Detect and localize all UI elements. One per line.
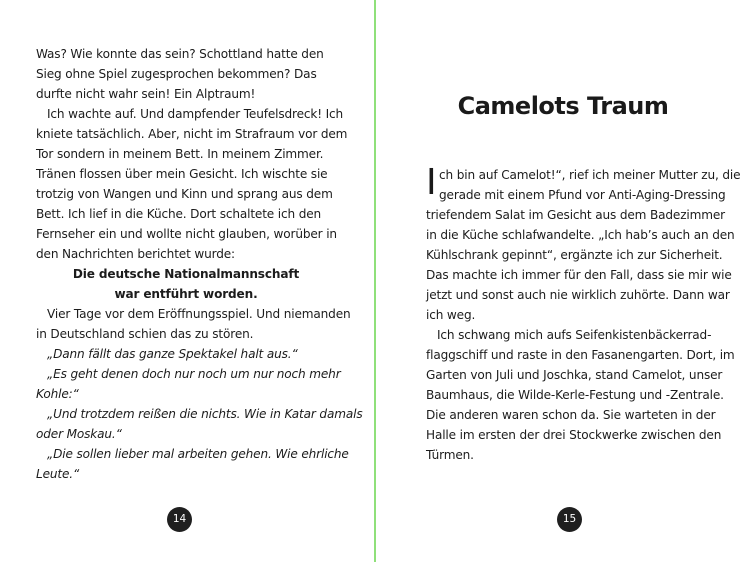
text-line: Tränen flossen über mein Gesicht. Ich wischte sie [36,167,328,181]
text-line: Das machte ich immer für den Fall, dass sie mir wie [426,268,732,282]
quote-line: Leute.“ [36,467,80,481]
text-line: Kühlschrank gepinnt“, ergänzte ich zur Sicherheit. [426,248,723,262]
text-line: Fernseher ein und wollte nicht glauben, worüber in [36,227,337,241]
text-line: flaggschiff und raste in den Fasanengarten. Dort, im [426,348,735,362]
text-line: Baumhaus, die Wilde-Kerle-Festung und -Zentrale. [426,388,724,402]
right-page [376,0,750,562]
quote-line: „Es geht denen doch nur noch um nur noch mehr [47,367,341,381]
drop-cap: I [426,162,437,203]
text-line: gerade mit einem Pfund vor Anti-Aging-Dressing [439,188,726,202]
text-line: Tor sondern in meinem Bett. In meinem Zimmer. [36,147,324,161]
right-page-text [426,162,741,465]
quote-line: „Und trotzdem reißen die nichts. Wie in Katar damals [47,407,363,421]
text-line: in Deutschland schien das zu stören. [36,327,254,341]
text-line: in die Küche schlafwandelte. „Ich hab’s auch an den [426,228,735,242]
chapter-title: Camelots Traum [457,92,669,120]
text-line: Garten von Juli und Joschka, stand Camelot, unser [426,368,723,382]
left-page-text [36,44,363,484]
text-line: Halle im ersten der drei Stockwerke zwischen den [426,428,722,442]
quote-line: „Die sollen lieber mal arbeiten gehen. Wie ehrliche [47,447,349,461]
text-line: Was? Wie konnte das sein? Schottland hatte den [36,47,324,61]
text-line: Die anderen waren schon da. Sie warteten in der [426,408,716,422]
text-line: den Nachrichten berichtet wurde: [36,247,235,261]
text-line: Bett. Ich lief in die Küche. Dort schaltete ich den [36,207,322,221]
text-line: Ich wachte auf. Und dampfender Teufelsdreck! Ich [47,107,344,121]
headline-line: war entführt worden. [114,287,258,301]
quote-line: Kohle:“ [36,387,79,401]
text-line: Türmen. [426,448,474,462]
text-line: kniete tatsächlich. Aber, nicht im Strafraum vor dem [36,127,348,141]
left-page [0,0,374,562]
text-line: durfte nicht wahr sein! Ein Alptraum! [36,87,256,101]
text-line: Ich schwang mich aufs Seifenkistenbäckerrad- [437,328,712,342]
page-number-badge: 14 [167,507,192,532]
text-line: ich weg. [426,308,476,322]
text-line: ch bin auf Camelot!“, rief ich meiner Mutter zu, die [439,168,741,182]
quote-line: oder Moskau.“ [36,427,122,441]
headline-line: Die deutsche Nationalmannschaft [72,267,300,281]
quote-line: „Dann fällt das ganze Spektakel halt aus.“ [47,347,298,361]
text-line: trotzig von Wangen und Kinn und sprang aus dem [36,187,333,201]
text-line: Sieg ohne Spiel zugesprochen bekommen? Das [36,67,317,81]
text-line: Vier Tage vor dem Eröffnungsspiel. Und niemanden [47,307,351,321]
text-line: triefendem Salat im Gesicht aus dem Badezimmer [426,208,725,222]
text-line: jetzt und sonst auch nie wirklich zuhörte. Dann war [426,288,730,302]
page-number-badge: 15 [557,507,582,532]
